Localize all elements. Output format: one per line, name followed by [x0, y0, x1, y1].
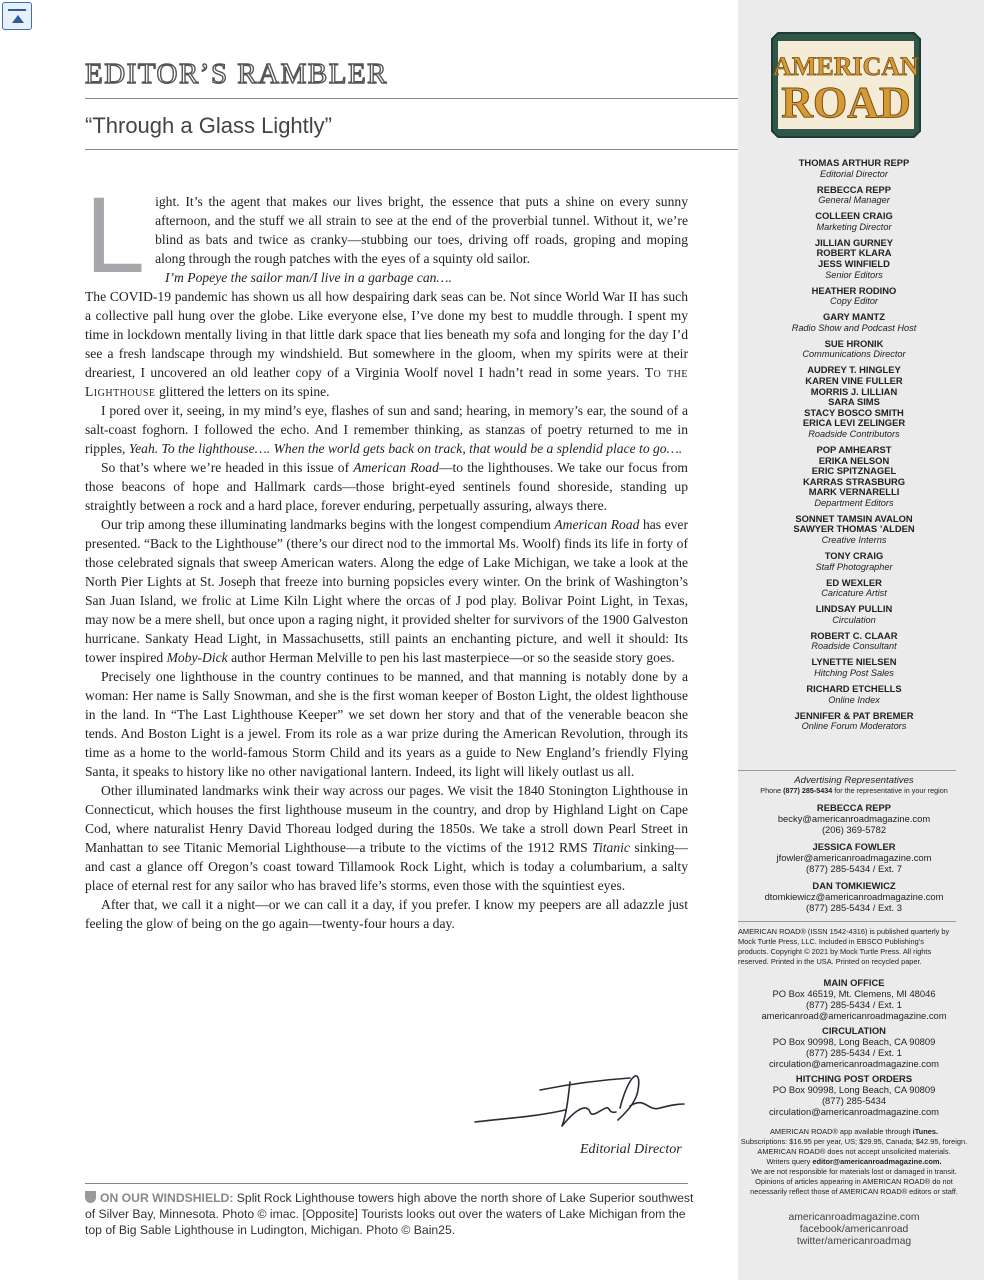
staff-role: Marketing Director [816, 221, 892, 232]
paragraph-3-text: I pored over it, seeing, in my mind’s eye, flashes of sun and sand; hearing, in memory’s ear, the sound of a salt-coast foghorn. I followed the echo. And I remember thinking, as stanzas of poetry returned to me in ripples, [85, 403, 688, 456]
staff-name: LINDSAY PULLIN [815, 603, 893, 615]
staff-list [738, 158, 970, 737]
ship-name: Titanic [592, 840, 630, 855]
staff-role: Circulation [832, 614, 876, 625]
staff-entry [738, 286, 970, 308]
shield-icon [85, 1191, 96, 1203]
paragraph-1-text: ight. It’s the agent that makes our lives bright, the essence that puts a shine on every sunny afternoon, and the stuff we all strain to see at the end of the proverbial tunnel. Without it, we’re blind as bats and twice as cranky—stubbing our toes, driving off roads, groping and moping along through the rough patches with the eyes of a squinty old sailor. [155, 194, 688, 266]
staff-name: ED WEXLER [826, 576, 882, 588]
office-title: CIRCULATION [822, 1025, 886, 1036]
rep-name: DAN TOMKIEWICZ [812, 880, 896, 891]
social-link[interactable]: americanroadmagazine.com [788, 1212, 920, 1223]
article-body [85, 174, 689, 933]
divider [85, 1183, 688, 1184]
fine-print [738, 1127, 970, 1197]
editor-email: editor@americanroadmagazine.com. [812, 1157, 942, 1166]
staff-entry [738, 514, 970, 546]
paragraph-8: After that, we call it a night—or we can call it a day, if you prefer. I know my peepers are all adazzle just feeling the glow of being on the go again—twenty-four hours a day. [85, 897, 688, 931]
page-title: EDITOR’S RAMBLER [85, 58, 389, 90]
staff-entry [738, 158, 970, 180]
magazine-name: American Road [353, 460, 439, 475]
signature-title: Editorial Director [580, 1142, 682, 1157]
paragraph-5 [85, 515, 688, 667]
collapse-bar-icon [8, 9, 26, 11]
staff-entry [738, 365, 970, 440]
rep-email-link[interactable]: dtomkiewicz@americanroadmagazine.com [764, 891, 944, 902]
staff-entry [738, 339, 970, 361]
staff-name: REBECCA REPP [816, 183, 892, 195]
staff-entry [738, 211, 970, 233]
magazine-name: American Road [554, 517, 640, 532]
staff-name: KAREN VINE FULLER [805, 374, 903, 386]
rep-phone: (877) 285-5434 / Ext. 7 [806, 863, 902, 874]
app-store-name: iTunes. [912, 1127, 938, 1136]
advertising-note-text-end: for the representative in your region [834, 786, 948, 795]
staff-name: STACY BOSCO SMITH [804, 406, 904, 418]
office-block [738, 977, 970, 1021]
writers-query [738, 1157, 970, 1167]
article-subtitle: “Through a Glass Lightly” [85, 113, 332, 138]
book-title: Moby-Dick [166, 650, 228, 665]
staff-role: Communications Director [802, 349, 906, 360]
ad-rep [738, 802, 970, 835]
quote-line [85, 268, 688, 287]
staff-name: COLLEEN CRAIG [815, 210, 893, 222]
logo-line1: AMERICAN [773, 52, 919, 81]
staff-entry [738, 445, 970, 509]
staff-role: Copy Editor [829, 296, 878, 307]
masthead-sidebar [738, 0, 984, 1280]
staff-name: ERICA LEVI ZELINGER [802, 417, 906, 429]
arrow-up-icon [12, 15, 24, 23]
staff-entry [738, 657, 970, 679]
staff-role: Online Index [828, 694, 880, 705]
staff-entry [738, 238, 970, 281]
office-block [738, 1025, 970, 1069]
staff-name: ERIC SPITZNAGEL [811, 465, 897, 477]
staff-role: Editorial Director [820, 168, 888, 179]
staff-name: POP AMHEARST [816, 443, 892, 455]
article-column [85, 0, 738, 1280]
staff-name: SUE HRONIK [824, 337, 884, 349]
photo-caption [85, 1190, 700, 1238]
book-title: To the Lighthouse [85, 365, 688, 399]
staff-entry [738, 551, 970, 573]
paragraph-4-text-end: —to the lighthouses. We take our focus from those beacons of hope and Hallmark cards—those bright-eyed sentinels found shoreside, standing up straightly between a rock and a hard place, forever enduring, perpetually assuring, always there. [85, 460, 688, 513]
staff-entry [738, 711, 970, 733]
staff-name: ROBERT KLARA [816, 247, 892, 259]
advertising-phone: (877) 285-5434 [783, 786, 833, 795]
app-note-text: AMERICAN ROAD® app available through [770, 1127, 911, 1136]
staff-name: SARA SIMS [828, 396, 880, 408]
staff-name: HEATHER RODINO [811, 284, 897, 296]
staff-entry [738, 604, 970, 626]
staff-name: RICHARD ETCHELLS [806, 683, 902, 695]
staff-role: Senior Editors [825, 269, 883, 280]
rep-phone: (206) 369-5782 [821, 824, 887, 835]
paragraph-5-text-end: author Herman Melville to pen his last masterpiece—or so the seaside story goes. [231, 650, 675, 665]
staff-role: General Manager [818, 195, 890, 206]
office-line: (877) 285-5434 / Ext. 1 [806, 1047, 902, 1058]
staff-entry [738, 578, 970, 600]
social-link[interactable]: twitter/americanroadmag [796, 1236, 912, 1247]
staff-name: THOMAS ARTHUR REPP [798, 157, 910, 168]
office-line: (877) 285-5434 / Ext. 1 [806, 999, 902, 1010]
divider [85, 98, 738, 99]
opinions-note: Opinions of articles appearing in AMERICAN ROAD® do not necessarily reflect those of AMERICAN ROAD® editors or staff. [750, 1177, 958, 1196]
caption-text: Split Rock Lighthouse towers high above the north shore of Lake Superior southwest of Silver Bay, Minnesota. Photo © imac. [Opposite] Tourists looks out over the waters of Lake Michigan from the top of Big Sable Lighthouse in Ludington, Michigan. Photo © Bain25. [85, 1191, 694, 1237]
office-line: PO Box 46519, Mt. Clemens, MI 48046 [772, 988, 936, 999]
office-block [738, 1073, 970, 1117]
lost-materials-note: We are not responsible for materials lost or damaged in transit. [751, 1167, 957, 1176]
staff-name: MARK VERNARELLI [808, 486, 900, 498]
paragraph-7 [85, 781, 688, 895]
divider [738, 770, 956, 771]
ad-rep [738, 880, 970, 913]
unsolicited-note: AMERICAN ROAD® does not accept unsolicited materials. [757, 1147, 951, 1156]
ad-rep [738, 841, 970, 874]
rep-name: JESSICA FOWLER [812, 841, 896, 852]
advertising-reps [738, 802, 970, 913]
advertising-note-text: Phone [760, 786, 782, 795]
staff-role: Hitching Post Sales [814, 668, 894, 679]
office-list [738, 977, 970, 1121]
quote-text: I’m Popeye the sailor man/I live in a garbage can…. [165, 270, 452, 285]
paragraph-2 [85, 287, 688, 401]
staff-name: JILLIAN GURNEY [814, 236, 894, 248]
editor-signature [470, 1060, 690, 1140]
divider [738, 921, 956, 922]
rep-phone: (877) 285-5434 / Ext. 3 [806, 902, 902, 913]
office-line: (877) 285-5434 [821, 1095, 887, 1106]
staff-role: Creative Interns [821, 535, 887, 546]
advertising-note [738, 786, 970, 796]
app-note [738, 1127, 970, 1137]
staff-name: GARY MANTZ [823, 311, 885, 323]
office-line: PO Box 90998, Long Beach, CA 90809 [772, 1036, 936, 1047]
staff-name: JENNIFER & PAT BREMER [794, 709, 914, 721]
american-road-logo [768, 31, 924, 139]
paragraph-5-text: Our trip among these illuminating landmarks begins with the longest compendium [101, 517, 551, 532]
rep-email-link[interactable]: jfowler@americanroadmagazine.com [776, 852, 932, 863]
staff-name: LYNETTE NIELSEN [811, 656, 897, 668]
staff-role: Caricature Artist [821, 588, 887, 599]
staff-role: Staff Photographer [815, 561, 893, 572]
drop-cap: L [85, 174, 146, 295]
office-title: HITCHING POST ORDERS [795, 1073, 913, 1084]
office-email-link[interactable]: americanroad@americanroadmagazine.com [761, 1010, 947, 1021]
paragraph-6: Precisely one lighthouse in the country continues to be manned, and that manning is notably done by a woman: Her name is Sally Snowman, and she is the first woman keeper of Boston Light, the oldest lighthouse in the land. In “The Last Lighthouse Keeper” we set down her story and that of the venerable beacon she tends. And Boston Light is a jewel. From its role as a war prize during the American Revolution, through its time as a home to the world-famous Storm Child and its years as a guide to New England’s friendly Flying Santa, it speaks to history like no other navigational lantern. Indeed, its light will likely outlast us all. [85, 669, 688, 779]
rep-email-link[interactable]: becky@americanroadmagazine.com [777, 813, 931, 824]
paragraph-3-italic: Yeah. To the lighthouse…. When the world gets back on track, that would be a splendid place to go…. [128, 441, 683, 456]
staff-name: ROBERT C. CLAAR [810, 629, 898, 641]
rep-name: REBECCA REPP [816, 802, 892, 813]
advertising-section [738, 775, 970, 913]
office-line: PO Box 90998, Long Beach, CA 90809 [772, 1084, 936, 1095]
divider [85, 149, 738, 150]
staff-role: Roadside Consultant [811, 641, 897, 652]
writers-query-text: Writers query [766, 1157, 811, 1166]
paragraph-5-text-mid: has ever presented. “Back to the Lighthouse” (there’s our direct nod to the immortal Ms. Woolf) finds its life in forty of those celebrated signals that sweep American waters. Along the edge of Lake Michigan, we take a look at the North Pier Lights at St. Joseph that freeze into burning popsicles every winter. On the brink of Washington’s San Juan Island, we frolic at Lime Kiln Light where the orcas of J pod play. Bolivar Point Light, in Texas, may now be a mere shell, but once upon a raging night, it provided shelter for survivors of the 1900 Galveston hurricane. Sankaty Head Light, in Massachusetts, still paints an enchanting picture, and well it should: Its tower inspired [85, 517, 688, 665]
staff-entry [738, 312, 970, 334]
staff-name: KARRAS STRASBURG [802, 475, 906, 487]
subscriptions: Subscriptions: $16.95 per year, US; $29.95, Canada; $42.95, foreign. [740, 1137, 968, 1146]
office-title: MAIN OFFICE [823, 977, 885, 988]
office-email-link[interactable]: circulation@americanroadmagazine.com [768, 1106, 939, 1117]
staff-name: SONNET TAMSIN AVALON [795, 512, 913, 524]
social-link[interactable]: facebook/americanroad [799, 1224, 909, 1235]
staff-name: JESS WINFIELD [818, 257, 890, 269]
staff-role: Radio Show and Podcast Host [791, 322, 917, 333]
staff-role: Online Forum Moderators [801, 721, 907, 732]
paragraph-3 [85, 401, 688, 458]
staff-name: AUDREY T. HINGLEY [807, 364, 901, 376]
office-email-link[interactable]: circulation@americanroadmagazine.com [768, 1058, 939, 1069]
publication-info: AMERICAN ROAD® (ISSN 1542-4316) is published quarterly by Mock Turtle Press, LLC. Included in EBSCO Publishing’s products. Copyright © 2021 by Mock Turtle Press. All rights reserved. Printed in the USA. Printed on recycled paper. [738, 927, 950, 966]
paragraph-2-text-end: glittered the letters on its spine. [158, 384, 330, 399]
paragraph-7-text: Other illuminated landmarks wink their way across our pages. We visit the 1840 Stonington Lighthouse in Connecticut, which houses the first lighthouse museum in the country, and drop by Highland Light on Cape Cod, where naturalist Henry David Thoreau lodged during the 1850s. We take a stroll down Pearl Street in Manhattan to see Titanic Memorial Lighthouse—a tribute to the victims of the 1912 RMS [85, 783, 688, 855]
staff-entry [738, 631, 970, 653]
staff-entry [738, 185, 970, 207]
social-links [738, 1212, 970, 1248]
caption-lead: ON OUR WINDSHIELD: [100, 1191, 234, 1205]
staff-role: Roadside Contributors [808, 428, 900, 439]
staff-name: SAWYER THOMAS ’ALDEN [793, 523, 915, 535]
staff-entry [738, 684, 970, 706]
staff-role: Department Editors [814, 497, 894, 508]
staff-name: MORRIS J. LILLIAN [810, 385, 898, 397]
collapse-toggle-button[interactable] [2, 2, 32, 30]
logo-line2: ROAD [781, 78, 911, 127]
paragraph-7-text-end: sinking—and cast a glance off Oregon’s coast toward Tillamook Rock Light, which is today a columbarium, a salty place of eternal rest for any sailor who has braved life’s storms, even those with the squintiest eyes. [85, 840, 689, 893]
paragraph-4-text: So that’s where we’re headed in this issue of [101, 460, 350, 475]
paragraph-2-text: The COVID-19 pandemic has shown us all how despairing dark seas can be. Not since World War II has such a collective pall hung over the globe. Like everyone else, I’ve done my best to muddle through. I spent my time in lockdown mentally living in that little dark space that lies beneath my sofa and longing for the day I’d see a fresh landscape through my windshield. But somewhere in the gloom, when my spirits were at their dreariest, I uncovered an old leather copy of a Virginia Woolf novel I hadn’t read in some years. [85, 289, 688, 380]
staff-name: TONY CRAIG [824, 550, 884, 562]
paragraph-4 [85, 458, 688, 515]
staff-name: ERIKA NELSON [818, 454, 890, 466]
advertising-title: Advertising Representatives [794, 775, 914, 786]
